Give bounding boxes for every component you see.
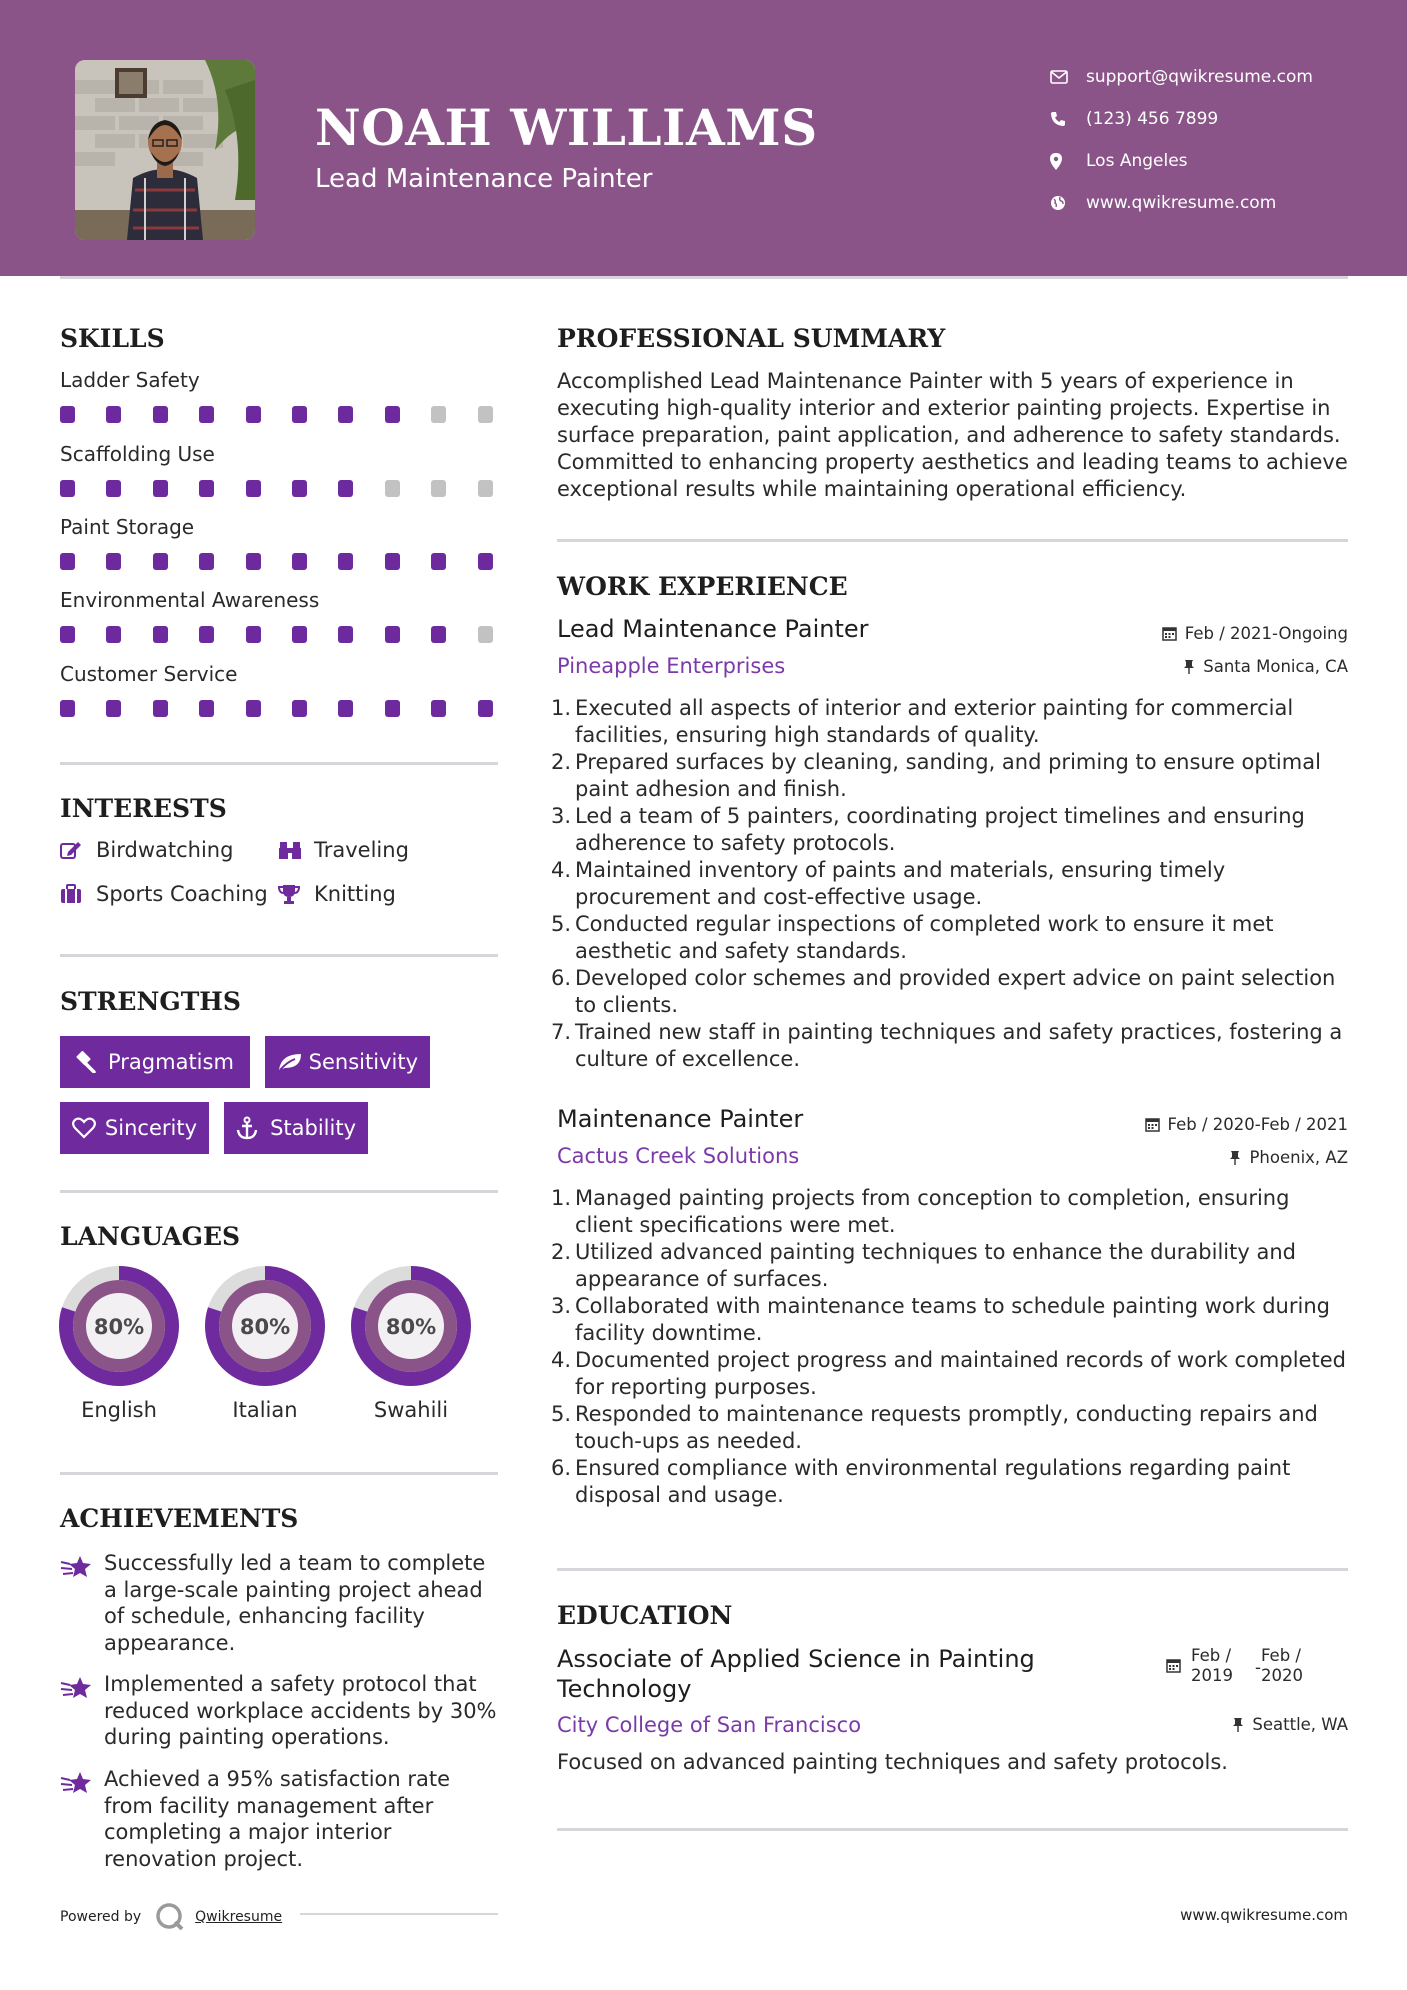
strength-label: Sincerity: [104, 1116, 197, 1140]
calendar-icon: [1162, 626, 1177, 641]
education-date-separator: -: [1255, 1658, 1261, 1677]
resume-header: [0, 0, 1407, 276]
contact-website-text: www.qwikresume.com: [1086, 193, 1277, 213]
section-divider: [557, 539, 1348, 542]
skill-dot-filled: [153, 700, 168, 717]
skill-dot-filled: [292, 480, 307, 497]
interest-label: Sports Coaching: [96, 882, 268, 906]
achievement-item: [60, 1550, 500, 1656]
skill-dot-filled: [153, 553, 168, 570]
skill-dot-filled: [199, 480, 214, 497]
interest-label: Traveling: [314, 838, 409, 862]
list-item: 5. Conducted regular inspections of completed work to ensure it met aesthetic and safety standards.: [551, 912, 1274, 963]
achievement-text: Successfully led a team to complete a large-scale painting project ahead of schedule, enhancing facility appearance.: [104, 1551, 486, 1655]
summary-heading: PROFESSIONAL SUMMARY: [557, 324, 946, 353]
job-date-text: Feb / 2020-Feb / 2021: [1167, 1115, 1348, 1134]
contact-website[interactable]: [1050, 182, 1313, 224]
skill-dot-filled: [478, 553, 493, 570]
skill-dot-filled: [106, 553, 121, 570]
language-proficiency-ring: [203, 1264, 327, 1388]
achievement-text: Achieved a 95% satisfaction rate from facility management after completing a major interior renovation project.: [104, 1767, 451, 1871]
interest-label: Knitting: [314, 882, 396, 906]
qwikresume-logo-icon: [155, 1902, 185, 1932]
skill-dot-filled: [153, 406, 168, 423]
skill-dot-filled: [60, 626, 75, 643]
education-location-text: Seattle, WA: [1252, 1715, 1348, 1734]
language-italian: [203, 1264, 327, 1422]
job-location: [1183, 657, 1348, 676]
heart-icon: [72, 1117, 105, 1139]
interest-traveling: [278, 838, 409, 862]
shooting-star-icon: [60, 1766, 104, 1872]
interest-sports-coaching: [60, 882, 268, 906]
skill-dot-filled: [106, 406, 121, 423]
strength-badge-sincerity: [60, 1102, 209, 1154]
trophy-icon: [278, 884, 314, 904]
skill-dot-filled: [478, 700, 493, 717]
list-item: 2. Utilized advanced painting techniques to enhance the durability and appearance of surfaces.: [551, 1240, 1296, 1291]
job-responsibilities: [551, 1185, 1352, 1509]
job-responsibilities: [551, 695, 1352, 1073]
anchor-icon: [236, 1116, 270, 1140]
binoculars-icon: [278, 840, 314, 860]
candidate-name: NOAH WILLIAMS: [315, 98, 818, 157]
skill-dot-filled: [199, 406, 214, 423]
footer-divider: [300, 1913, 498, 1915]
section-divider: [60, 762, 498, 765]
skill-dot-filled: [60, 700, 75, 717]
pushpin-icon: [1229, 1150, 1241, 1166]
powered-by-label: Powered by: [60, 1909, 142, 1925]
skill-dot-filled: [60, 406, 75, 423]
language-swahili: [349, 1264, 473, 1422]
skill-dot-filled: [385, 553, 400, 570]
company-name: Cactus Creek Solutions: [557, 1144, 800, 1168]
skill-dot-empty: [478, 406, 493, 423]
list-item: 5. Responded to maintenance requests promptly, conducting repairs and touch-ups as needed.: [551, 1402, 1318, 1453]
job-location: [1229, 1148, 1348, 1167]
footer-website[interactable]: www.qwikresume.com: [1180, 1906, 1348, 1924]
contact-location: [1050, 140, 1313, 182]
list-item: 1. Executed all aspects of interior and exterior painting for commercial facilities, ensuring high standards of quality.: [551, 696, 1294, 747]
language-english: [57, 1264, 181, 1422]
skill-rating: [60, 406, 500, 424]
section-divider: [60, 1190, 498, 1193]
skill-dot-filled: [292, 406, 307, 423]
strength-badge-stability: [224, 1102, 368, 1154]
list-item: 7. Trained new staff in painting techniques and safety practices, fostering a culture of excellence.: [551, 1020, 1343, 1071]
interest-label: Birdwatching: [96, 838, 234, 862]
job-date: [1145, 1115, 1348, 1134]
skill-dot-filled: [106, 626, 121, 643]
list-item: 4. Maintained inventory of paints and materials, ensuring timely procurement and cost-effective usage.: [551, 858, 1226, 909]
skill-dot-filled: [431, 700, 446, 717]
skill-dot-filled: [431, 553, 446, 570]
list-item: 4. Documented project progress and maintained records of work completed for reporting purposes.: [551, 1348, 1346, 1399]
skill-dot-empty: [478, 626, 493, 643]
list-item: 1. Managed painting projects from conception to completion, ensuring client specifications were met.: [551, 1186, 1290, 1237]
skill-name-paint-storage: Paint Storage: [60, 515, 195, 539]
skill-dot-filled: [246, 553, 261, 570]
achievement-item: [60, 1671, 500, 1751]
job-date: [1162, 624, 1348, 643]
language-name: Italian: [232, 1398, 298, 1422]
skill-dot-empty: [385, 480, 400, 497]
skill-rating: [60, 480, 500, 498]
skill-dot-filled: [338, 626, 353, 643]
language-percent: 80%: [93, 1315, 145, 1339]
summary-text: Accomplished Lead Maintenance Painter with 5 years of experience in executing high-quality interior and exterior painting projects. Expertise in surface preparation, paint application, and adherence to safety standards. Committed to enhancing property aesthetics and leading teams to achieve exceptional results while maintaining operational efficiency.: [557, 369, 1348, 501]
contact-phone[interactable]: [1050, 98, 1313, 140]
skill-dot-filled: [246, 700, 261, 717]
degree-title: Associate of Applied Science in Painting Technology: [557, 1645, 1035, 1703]
map-marker-icon: [1050, 153, 1086, 170]
strength-badge-pragmatism: [60, 1036, 250, 1088]
skill-dot-filled: [153, 626, 168, 643]
shooting-star-icon: [60, 1671, 104, 1751]
strength-label: Stability: [270, 1116, 356, 1140]
strength-badge-sensitivity: [265, 1036, 430, 1088]
candidate-title: Lead Maintenance Painter: [315, 164, 653, 194]
skill-dot-empty: [478, 480, 493, 497]
strength-label: Sensitivity: [308, 1050, 418, 1074]
section-divider: [557, 1828, 1348, 1831]
contact-email-text: support@qwikresume.com: [1086, 67, 1313, 87]
skill-dot-filled: [338, 480, 353, 497]
calendar-icon: [1166, 1646, 1181, 1686]
skill-dot-filled: [385, 626, 400, 643]
skill-dot-filled: [292, 626, 307, 643]
skill-rating: [60, 700, 500, 718]
achievement-text: Implemented a safety protocol that reduced workplace accidents by 30% during painting operations.: [104, 1672, 497, 1749]
skill-name-environmental-awareness: Environmental Awareness: [60, 588, 320, 612]
list-item: 6. Ensured compliance with environmental regulations regarding paint disposal and usage.: [551, 1456, 1291, 1507]
skill-dot-empty: [431, 406, 446, 423]
job-location-text: Phoenix, AZ: [1249, 1148, 1348, 1167]
skill-dot-filled: [60, 480, 75, 497]
leaf-icon: [277, 1052, 309, 1072]
pushpin-icon: [1183, 659, 1195, 675]
skill-dot-filled: [385, 406, 400, 423]
globe-icon: [1050, 195, 1086, 211]
powered-by-brand[interactable]: Qwikresume: [195, 1909, 283, 1925]
skill-name-scaffolding-use: Scaffolding Use: [60, 442, 215, 466]
education-heading: EDUCATION: [557, 1601, 733, 1630]
pencil-square-icon: [60, 840, 96, 860]
language-proficiency-ring: [57, 1264, 181, 1388]
skill-dot-filled: [246, 406, 261, 423]
education-date-start: Feb / 2019: [1191, 1646, 1233, 1685]
skill-dot-filled: [338, 700, 353, 717]
interest-knitting: [278, 882, 396, 906]
phone-icon: [1050, 111, 1086, 127]
skill-dot-filled: [199, 700, 214, 717]
interest-birdwatching: [60, 838, 233, 862]
skill-dot-filled: [431, 626, 446, 643]
section-divider: [557, 1568, 1348, 1571]
skill-name-ladder-safety: Ladder Safety: [60, 368, 200, 392]
skill-dot-filled: [292, 553, 307, 570]
language-name: Swahili: [373, 1398, 449, 1422]
profile-photo: [75, 60, 255, 240]
contact-phone-text: (123) 456 7899: [1086, 109, 1219, 129]
job-date-text: Feb / 2021-Ongoing: [1184, 624, 1348, 643]
briefcase-icon: [60, 884, 96, 904]
skill-dot-filled: [338, 553, 353, 570]
envelope-icon: [1050, 70, 1086, 84]
company-name: Pineapple Enterprises: [557, 654, 786, 678]
skill-dot-filled: [106, 480, 121, 497]
language-proficiency-ring: [349, 1264, 473, 1388]
skill-name-customer-service: Customer Service: [60, 662, 238, 686]
skill-dot-filled: [338, 406, 353, 423]
skill-dot-filled: [292, 700, 307, 717]
contact-email[interactable]: [1050, 56, 1313, 98]
skill-dot-filled: [153, 480, 168, 497]
skill-dot-filled: [199, 626, 214, 643]
experience-heading: WORK EXPERIENCE: [557, 572, 848, 601]
skill-rating: [60, 553, 500, 571]
powered-by: [60, 1902, 282, 1932]
header-divider: [60, 276, 1348, 279]
education-location: [1232, 1715, 1348, 1734]
skill-dot-filled: [199, 553, 214, 570]
gavel-icon: [72, 1051, 108, 1073]
skill-rating: [60, 626, 500, 644]
skill-dot-empty: [431, 480, 446, 497]
job-location-text: Santa Monica, CA: [1203, 657, 1348, 676]
shooting-star-icon: [60, 1550, 104, 1656]
languages-heading: LANGUAGES: [60, 1222, 241, 1251]
list-item: 2. Prepared surfaces by cleaning, sanding, and priming to ensure optimal paint adhesion and finish.: [551, 750, 1321, 801]
achievement-item: [60, 1766, 500, 1872]
skill-dot-filled: [246, 480, 261, 497]
section-divider: [60, 954, 498, 957]
section-divider: [60, 1472, 498, 1475]
school-name: City College of San Francisco: [557, 1713, 862, 1737]
list-item: 6. Developed color schemes and provided expert advice on paint selection to clients.: [551, 966, 1336, 1017]
strengths-heading: STRENGTHS: [60, 987, 241, 1016]
language-percent: 80%: [239, 1315, 291, 1339]
calendar-icon: [1145, 1117, 1160, 1132]
job-title: Lead Maintenance Painter: [557, 615, 869, 643]
skills-heading: SKILLS: [60, 324, 165, 353]
contact-list: [1050, 56, 1313, 224]
contact-location-text: Los Angeles: [1086, 151, 1188, 171]
language-name: English: [81, 1398, 157, 1422]
education-date-end: Feb / 2020: [1260, 1646, 1303, 1685]
skill-dot-filled: [106, 700, 121, 717]
skill-dot-filled: [246, 626, 261, 643]
list-item: 3. Collaborated with maintenance teams to schedule painting work during facility downtime.: [551, 1294, 1330, 1345]
job-title: Maintenance Painter: [557, 1105, 804, 1133]
list-item: 3. Led a team of 5 painters, coordinating project timelines and ensuring adherence to safety protocols.: [551, 804, 1305, 855]
achievements-heading: ACHIEVEMENTS: [60, 1504, 299, 1533]
interests-heading: INTERESTS: [60, 794, 227, 823]
strength-label: Pragmatism: [108, 1050, 234, 1074]
education-date: [1166, 1646, 1303, 1686]
education-description: Focused on advanced painting techniques and safety protocols.: [557, 1750, 1228, 1774]
pushpin-icon: [1232, 1717, 1244, 1733]
skill-dot-filled: [385, 700, 400, 717]
language-percent: 80%: [385, 1315, 437, 1339]
skill-dot-filled: [60, 553, 75, 570]
